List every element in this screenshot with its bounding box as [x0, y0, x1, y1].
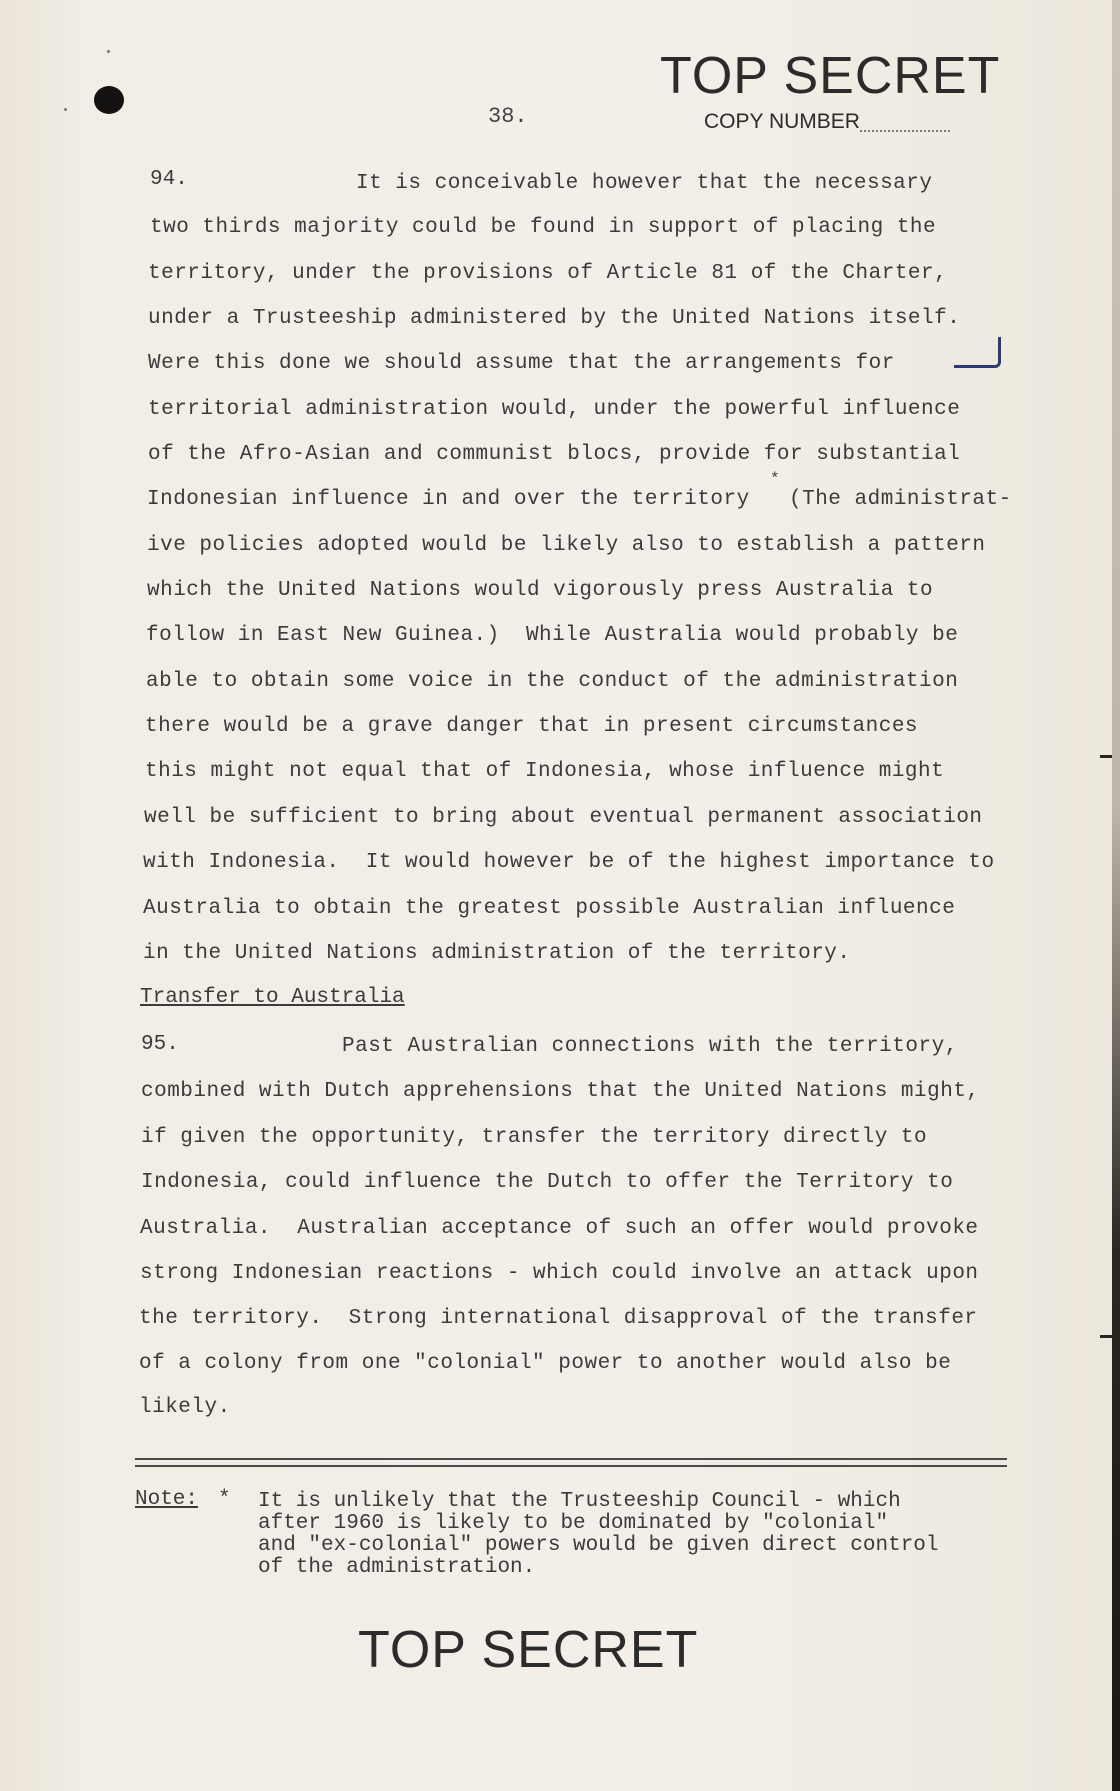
paragraph-line: It is conceivable however that the necessary — [356, 172, 933, 195]
note-asterisk: * — [218, 1488, 231, 1511]
paragraph-line: well be sufficient to bring about eventual permanent association — [144, 806, 983, 829]
paragraph-line: Indonesian influence in and over the territory (The administrat- — [147, 488, 1012, 511]
paragraph-line: territory, under the provisions of Article 81 of the Charter, — [148, 262, 948, 285]
section-heading: Transfer to Australia — [140, 986, 405, 1009]
paragraph-line: of a colony from one "colonial" power to another would also be — [139, 1352, 952, 1375]
paragraph-line: the territory. Strong international disapproval of the transfer — [139, 1307, 978, 1330]
paragraph-line: Australia to obtain the greatest possible Australian influence — [143, 897, 956, 920]
page-edge-shadow — [1112, 0, 1120, 1791]
copy-number-label: COPY NUMBER — [704, 110, 860, 133]
paragraph-line: Past Australian connections with the territory, — [342, 1035, 958, 1058]
note-line: of the administration. — [258, 1556, 536, 1579]
paragraph-line: Indonesia, could influence the Dutch to offer the Territory to — [141, 1171, 954, 1194]
paragraph-line: territorial administration would, under the powerful influence — [148, 398, 961, 421]
note-line: and "ex-colonial" powers would be given direct control — [258, 1534, 939, 1557]
footnote-asterisk: * — [770, 470, 780, 488]
paragraph-line: combined with Dutch apprehensions that the United Nations might, — [141, 1080, 980, 1103]
paragraph-line: under a Trusteeship administered by the United Nations itself. — [148, 307, 961, 330]
edge-tick — [1100, 755, 1112, 758]
paragraph-line: able to obtain some voice in the conduct of the administration — [146, 670, 959, 693]
paper-speck — [107, 50, 110, 53]
paragraph-line: follow in East New Guinea.) While Australia would probably be — [146, 624, 959, 647]
paragraph-line: in the United Nations administration of the territory. — [143, 942, 851, 965]
paragraph-line: two thirds majority could be found in support of placing the — [150, 216, 937, 239]
note-line: It is unlikely that the Trusteeship Council - which — [258, 1490, 901, 1513]
paragraph-line: Were this done we should assume that the arrangements for — [148, 352, 895, 375]
paragraph-number: 94. — [150, 168, 188, 191]
edge-tick — [1100, 1335, 1112, 1338]
paragraph-line: ive policies adopted would be likely also to establish a pattern — [147, 534, 986, 557]
paragraph-number: 95. — [141, 1033, 179, 1056]
paragraph-line: Australia. Australian acceptance of such an offer would provoke — [140, 1217, 979, 1240]
note-line: after 1960 is likely to be dominated by "colonial" — [258, 1512, 889, 1535]
paragraph-line: this might not equal that of Indonesia, whose influence might — [145, 760, 945, 783]
paragraph-line: which the United Nations would vigorously press Australia to — [147, 579, 934, 602]
divider-rule — [135, 1465, 1007, 1467]
paragraph-line: with Indonesia. It would however be of the highest importance to — [143, 851, 995, 874]
paper-speck — [64, 108, 67, 111]
punch-hole — [94, 86, 124, 114]
pen-mark — [954, 337, 1001, 368]
paragraph-line: strong Indonesian reactions - which could involve an attack upon — [140, 1262, 979, 1285]
top-secret-stamp: TOP SECRET — [660, 47, 1001, 105]
paragraph-line: there would be a grave danger that in present circumstances — [145, 715, 919, 738]
note-label: Note: — [135, 1488, 199, 1511]
top-secret-stamp: TOP SECRET — [358, 1621, 699, 1679]
paragraph-line: likely. — [139, 1396, 231, 1419]
paragraph-line: if given the opportunity, transfer the territory directly to — [141, 1126, 928, 1149]
divider-rule — [135, 1458, 1007, 1460]
copy-number-blank — [860, 130, 950, 132]
paragraph-line: of the Afro-Asian and communist blocs, provide for substantial — [148, 443, 961, 466]
page-number: 38. — [488, 104, 528, 129]
